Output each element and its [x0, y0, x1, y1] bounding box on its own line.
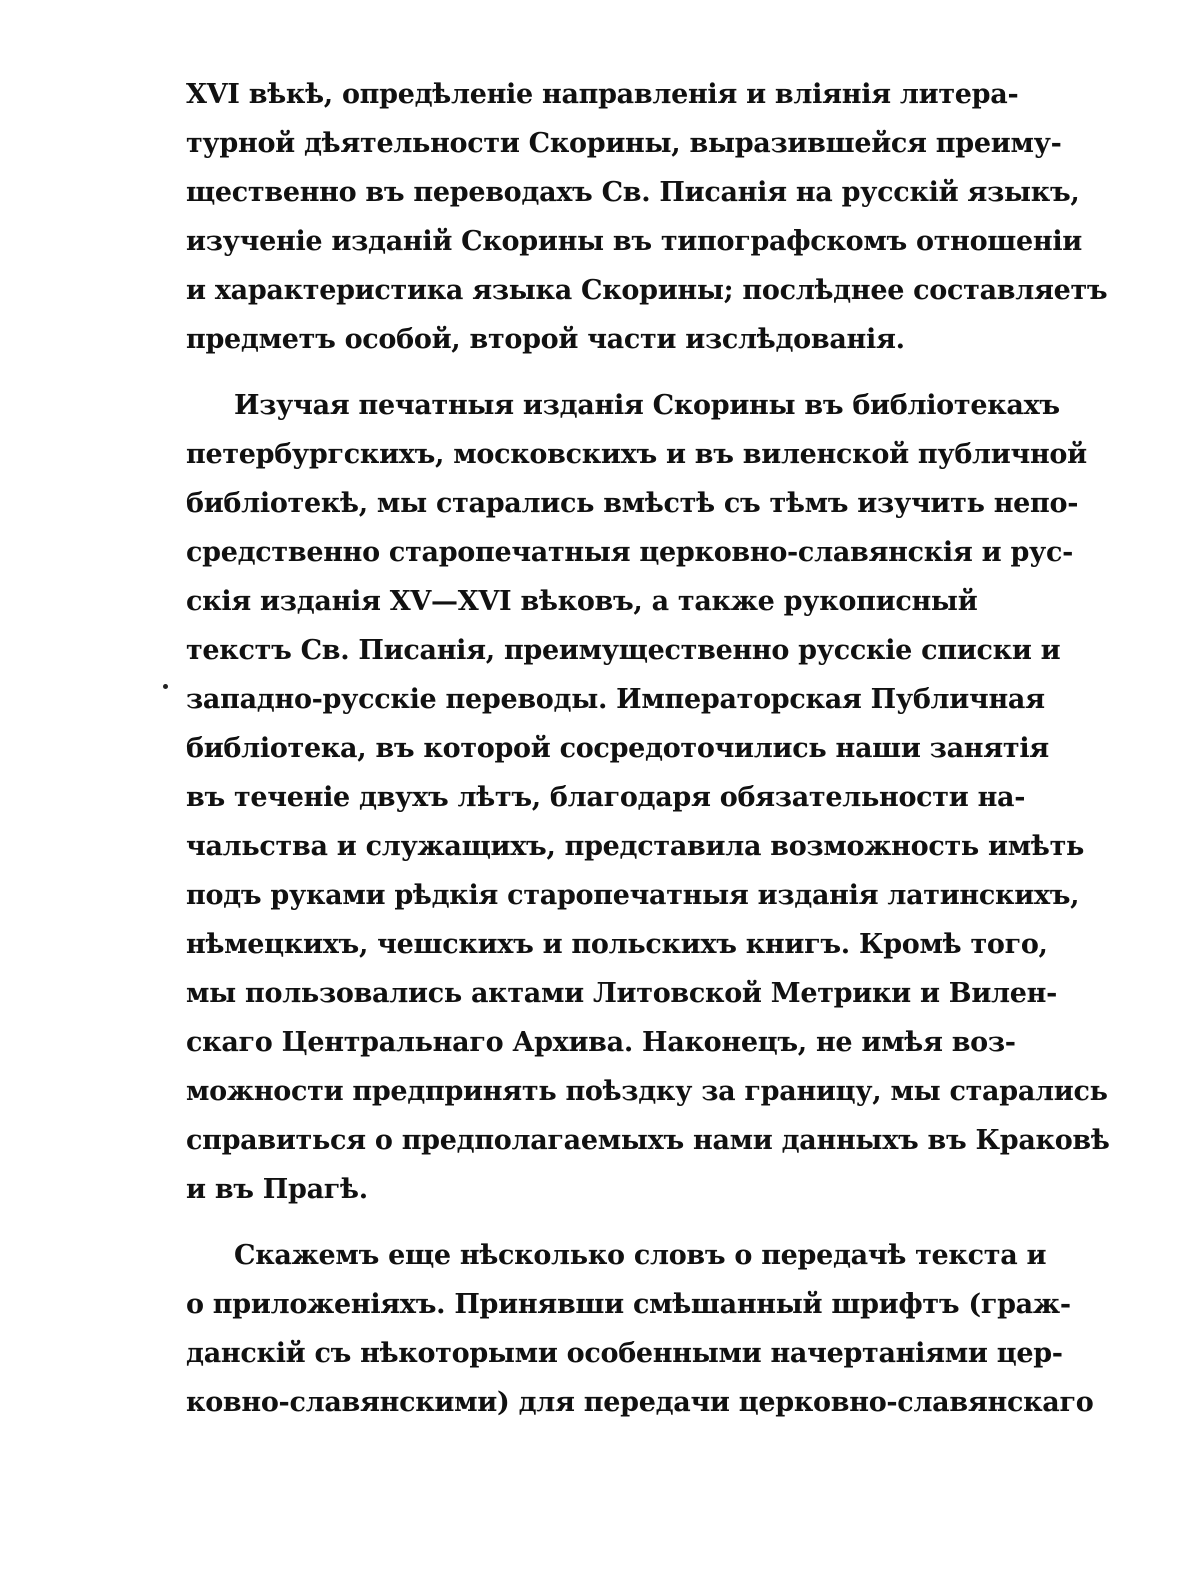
- text-line: нѣмецкихъ, чешскихъ и польскихъ книгъ. Кромѣ того,: [186, 929, 1048, 960]
- text-line: текстъ Св. Писанія, преимущественно русскіе списки и: [186, 635, 1061, 666]
- text-line: мы пользовались актами Литовской Метрики и Вилен-: [186, 978, 1058, 1009]
- text-line: библіотекѣ, мы старались вмѣстѣ съ тѣмъ изучить непо-: [186, 488, 1079, 519]
- text-line: о приложеніяхъ. Принявши смѣшанный шрифтъ (граж-: [186, 1289, 1071, 1320]
- text-line: западно-русскіе переводы. Императорская Публичная: [186, 684, 1045, 715]
- text-line: изученіе изданій Скорины въ типографскомъ отношеніи: [186, 226, 1083, 257]
- text-line: чальства и служащихъ, представила возможность имѣть: [186, 831, 1085, 862]
- text-line: данскій съ нѣкоторыми особенными начертаніями цер-: [186, 1338, 1063, 1369]
- paragraph-spacer: [186, 1214, 950, 1231]
- paragraph-3: [186, 1231, 1094, 1427]
- text-line: петербургскихъ, московскихъ и въ виленской публичной: [186, 439, 1087, 470]
- text-line: Скажемъ еще нѣсколько словъ о передачѣ текста и: [234, 1240, 1047, 1271]
- text-line: справиться о предполагаемыхъ нами данныхъ въ Краковѣ: [186, 1125, 1110, 1156]
- text-line: библіотека, въ которой сосредоточились наши занятія: [186, 733, 1049, 764]
- text-line: предметъ особой, второй части изслѣдованія.: [186, 324, 905, 355]
- text-line: ковно-славянскими) для передачи церковно-славянскаго: [186, 1387, 1094, 1418]
- text-line: и характеристика языка Скорины; послѣднее составляетъ: [186, 275, 1108, 306]
- paragraph-2: [186, 381, 1110, 1214]
- margin-mark: [163, 684, 168, 689]
- text-line: подъ руками рѣдкія старопечатныя изданія латинскихъ,: [186, 880, 1080, 911]
- text-line: турной дѣятельности Скорины, выразившейся преиму-: [186, 128, 1062, 159]
- text-line: средственно старопечатныя церковно-славянскія и рус-: [186, 537, 1074, 568]
- text-line: и въ Прагѣ.: [186, 1174, 368, 1205]
- text-line: въ теченіе двухъ лѣтъ, благодаря обязательности на-: [186, 782, 1026, 813]
- text-line: скія изданія XV—XVI вѣковъ, а также рукописный: [186, 586, 978, 617]
- text-line: Изучая печатныя изданія Скорины въ библіотекахъ: [234, 390, 1060, 421]
- paragraph-spacer: [186, 364, 950, 381]
- text-line: щественно въ переводахъ Св. Писанія на русскій языкъ,: [186, 177, 1080, 208]
- text-line: скаго Центральнаго Архива. Наконецъ, не имѣя воз-: [186, 1027, 1016, 1058]
- text-line: можности предпринять поѣздку за границу, мы старались: [186, 1076, 1108, 1107]
- text-line: XVI вѣкѣ, опредѣленіе направленія и вліянія литера-: [186, 79, 1019, 110]
- body-text: [186, 70, 1110, 1427]
- paragraph-1: [186, 70, 1108, 364]
